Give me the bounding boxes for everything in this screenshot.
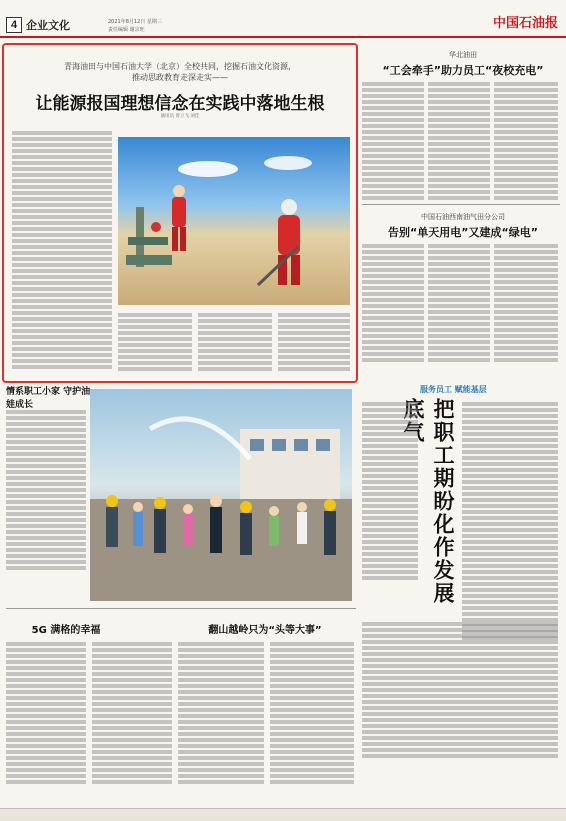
lower-left-headline-1[interactable]: 情系职工小家 守护油娃成长	[6, 387, 91, 410]
editor-line: 责任编辑 谢宗旺	[108, 27, 145, 33]
feature-col-left	[362, 400, 418, 582]
right-article-2-col-2	[428, 242, 490, 364]
feature-col-right	[462, 400, 558, 642]
lower-left-body-2	[6, 640, 86, 786]
lower-left-body-5	[270, 640, 354, 786]
lower-left-body-3	[92, 640, 172, 786]
oilfield-workers-photo	[118, 137, 350, 305]
lead-body-col-4	[278, 311, 350, 373]
right-article-1-col-3	[494, 80, 558, 202]
right-article-1-col-1	[362, 80, 424, 202]
firefighting-illustration	[90, 389, 352, 601]
firefighting-children-photo	[90, 389, 352, 601]
lead-body-col-2	[118, 311, 192, 373]
section-title: 企业文化	[26, 19, 70, 32]
lower-left-body-1	[6, 408, 86, 572]
service-banner-label: 服务员工 赋能基层	[420, 385, 487, 394]
service-banner	[420, 384, 530, 396]
lead-body-col-3	[198, 311, 272, 373]
page-footer	[0, 808, 566, 821]
right-article-2-col-3	[494, 242, 558, 364]
lead-headline: 让能源报国理想信念在实践中落地生根	[35, 94, 325, 114]
lower-left-headline-2[interactable]: 5G 满格的幸福	[31, 625, 101, 636]
lead-kicker: 青海油田与中国石油大学（北京）全校共同，挖掘石油文化资源，	[64, 62, 296, 71]
page-header	[0, 0, 566, 38]
issue-date: 2021年8月12日 星期三	[108, 19, 162, 25]
feature-col-bottom	[362, 620, 558, 760]
vertical-feature-title[interactable]: 把职工期盼化作发展底气	[401, 398, 456, 605]
lower-left-body-4	[178, 640, 264, 786]
right-article-2-col-1	[362, 242, 424, 364]
lead-kicker-2: 推动思政教育走深走实——	[132, 73, 228, 82]
page-number: 4	[6, 17, 22, 33]
right-article-1-kicker: 华北油田	[449, 51, 477, 59]
masthead-logo: 中国石油报	[492, 16, 558, 31]
right-article-2-title[interactable]: 告别“单天用电”又建成“绿电”	[388, 226, 538, 239]
divider	[362, 204, 560, 205]
lead-article[interactable]	[2, 43, 358, 383]
lower-left-headline-3[interactable]: 翻山越岭只为“头等大事”	[208, 625, 322, 636]
right-article-1-col-2	[428, 80, 490, 202]
right-article-1-title[interactable]: “工会牵手”助力员工“夜校充电”	[382, 64, 544, 77]
lead-body-col-1	[12, 129, 112, 371]
lead-byline: 通讯员 曾立飞 刘佳	[160, 114, 200, 119]
right-article-2-kicker: 中国石油西南油气田分公司	[421, 213, 505, 221]
divider	[6, 608, 356, 609]
oilfield-illustration	[118, 137, 350, 305]
